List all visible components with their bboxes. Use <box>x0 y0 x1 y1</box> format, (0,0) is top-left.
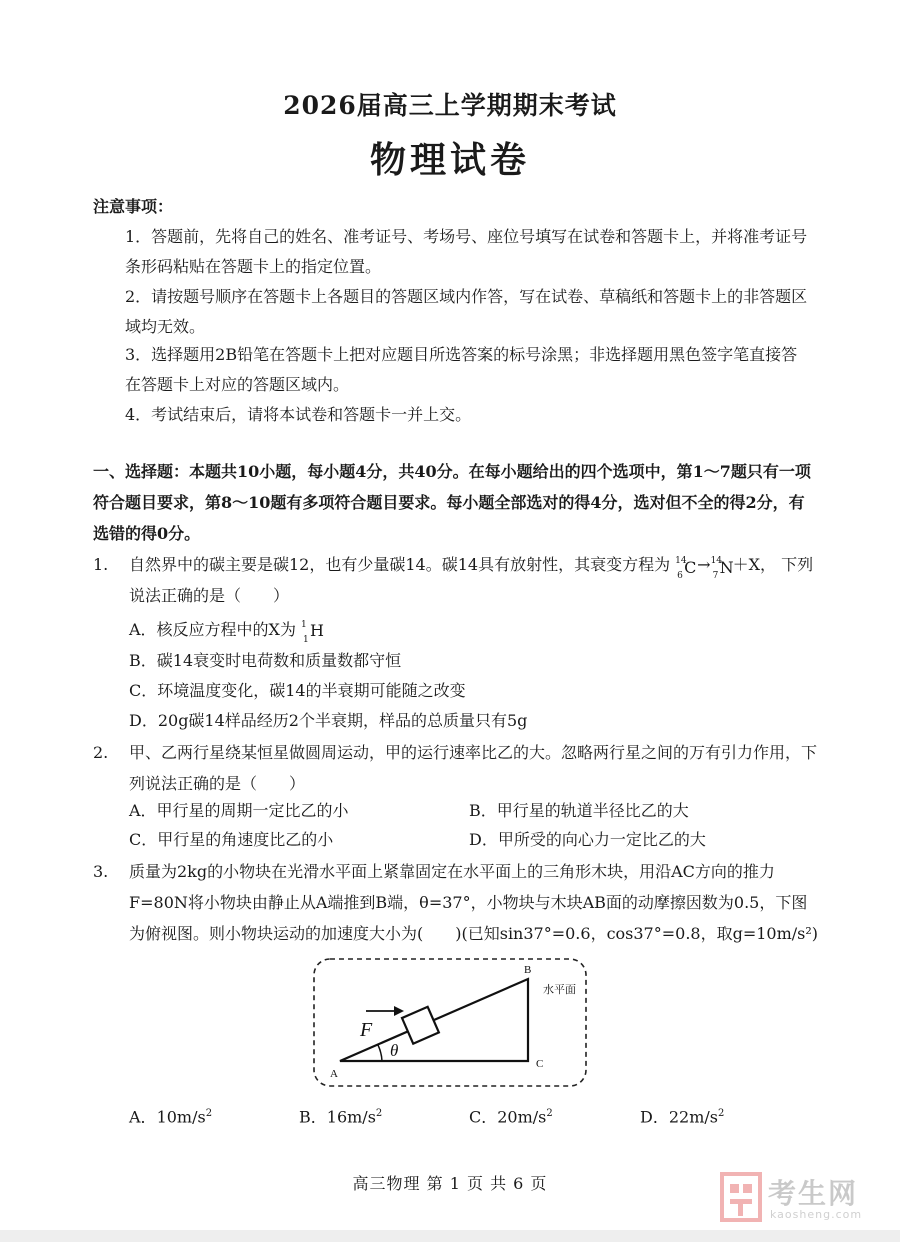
section-1-instructions: 一、选择题：本题共10小题，每小题4分，共40分。在每小题给出的四个选项中，第1～7题只有一项符合题目要求，第8～10题有多项符合题目要求。每小题全部选对的得4分，选对但不全的得2分，有选错的得0分。 <box>93 462 811 543</box>
q3-option-b: B．$16m/s^2$ <box>299 1107 383 1127</box>
question-prompt: 下列说法正确的是（ ） <box>129 555 814 605</box>
question-number: 2. <box>93 743 109 762</box>
q2-option-d: D．甲所受的向心力一定比乙的大 <box>469 830 706 849</box>
angle-arc <box>378 1045 382 1061</box>
equation-tail: ＋X， <box>732 555 776 574</box>
bottom-bar <box>0 1230 900 1242</box>
question-text: 质量为2kg的小物块在光滑水平面上紧靠固定在水平面上的三角形木块，用沿AC方向的推力F=80N将小物块由静止从A端推到B端，θ=37°，小物块与木块AB面的动摩擦因数为0.5，下图为俯视图。则小物块运动的加速度大小为( )(已知sin37°=0.6，cos37°=0.8，取g=10m/s²) <box>129 862 819 943</box>
q2-option-b: B．甲行星的轨道半径比乙的大 <box>469 801 689 820</box>
notice-item-1: 1．答题前，先将自己的姓名、准考证号、考场号、座位号填写在试卷和答题卡上，并将准考证号条形码粘贴在答题卡上的指定位置。 <box>125 227 808 276</box>
question-2 <box>93 737 819 799</box>
q3-option-d: D．$22m/s^2$ <box>640 1107 725 1127</box>
question-text: 甲、乙两行星绕某恒星做圆周运动，甲的运行速率比乙的大。忽略两行星之间的万有引力作用，下列说法正确的是（ ） <box>129 743 818 793</box>
q1-option-a: A．核反应方程中的X为 1 1 H <box>129 616 323 644</box>
exam-title: 2026届高三上学期期末考试 <box>283 91 617 120</box>
q3-option-a: A．$10m/s^2$ <box>129 1107 213 1127</box>
q2-option-c: C．甲行星的角速度比乙的小 <box>129 830 334 849</box>
vertex-b-label: B <box>524 964 532 976</box>
q1-option-c: C．环境温度变化，碳14的半衰期可能随之改变 <box>129 681 466 700</box>
nuclide-nitrogen: 14 7 N <box>710 556 734 581</box>
incline-diagram <box>310 955 590 1090</box>
q1-option-b: B．碳14衰变时电荷数和质量数都守恒 <box>129 651 402 670</box>
small-block <box>402 1007 439 1044</box>
question-number: 1. <box>93 555 109 574</box>
notice-item-3: 3．选择题用2B铅笔在答题卡上把对应题目所选答案的标号涂黑；非选择题用黑色签字笔直接答在答题卡上对应的答题区域内。 <box>125 345 798 394</box>
dashed-frame <box>314 959 586 1086</box>
logo-icon <box>720 1172 762 1222</box>
notice-item-4: 4．考试结束后，请将本试卷和答题卡一并上交。 <box>125 405 472 424</box>
question-number: 3. <box>93 862 109 881</box>
watermark-logo <box>720 1170 880 1230</box>
question-1 <box>93 549 819 611</box>
force-arrowhead <box>394 1006 404 1016</box>
q3-option-c: C．$20m/s^2$ <box>469 1107 553 1127</box>
force-label: F <box>360 1019 373 1041</box>
question-text: 自然界中的碳主要是碳12，也有少量碳14。碳14具有放射性，其衰变方程为 <box>129 555 676 574</box>
question-3 <box>93 856 819 949</box>
theta-label: θ <box>390 1041 399 1060</box>
q2-option-a: A．甲行星的周期一定比乙的小 <box>129 801 349 820</box>
vertex-c-label: C <box>536 1058 544 1070</box>
nuclide-carbon: 14 6 C <box>675 556 697 581</box>
q1-option-d: D．20g碳14样品经历2个半衰期，样品的总质量只有5g <box>129 711 528 730</box>
notice-item-2: 2．请按题号顺序在答题卡上各题目的答题区域内作答，写在试卷、草稿纸和答题卡上的非答题区域均无效。 <box>125 287 808 336</box>
watermark-name: 考生网 <box>768 1177 859 1210</box>
nuclide-hydrogen: 1 1 H <box>301 620 324 645</box>
watermark-url: kaosheng.com <box>770 1208 863 1221</box>
subject-title: 物理试卷 <box>369 139 530 181</box>
page-footer: 高三物理 第 1 页 共 6 页 <box>352 1174 548 1193</box>
vertex-a-label: A <box>330 1068 338 1080</box>
plane-label: 水平面 <box>543 983 576 996</box>
notice-heading: 注意事项： <box>93 197 174 216</box>
reaction-arrow: → <box>697 555 711 574</box>
